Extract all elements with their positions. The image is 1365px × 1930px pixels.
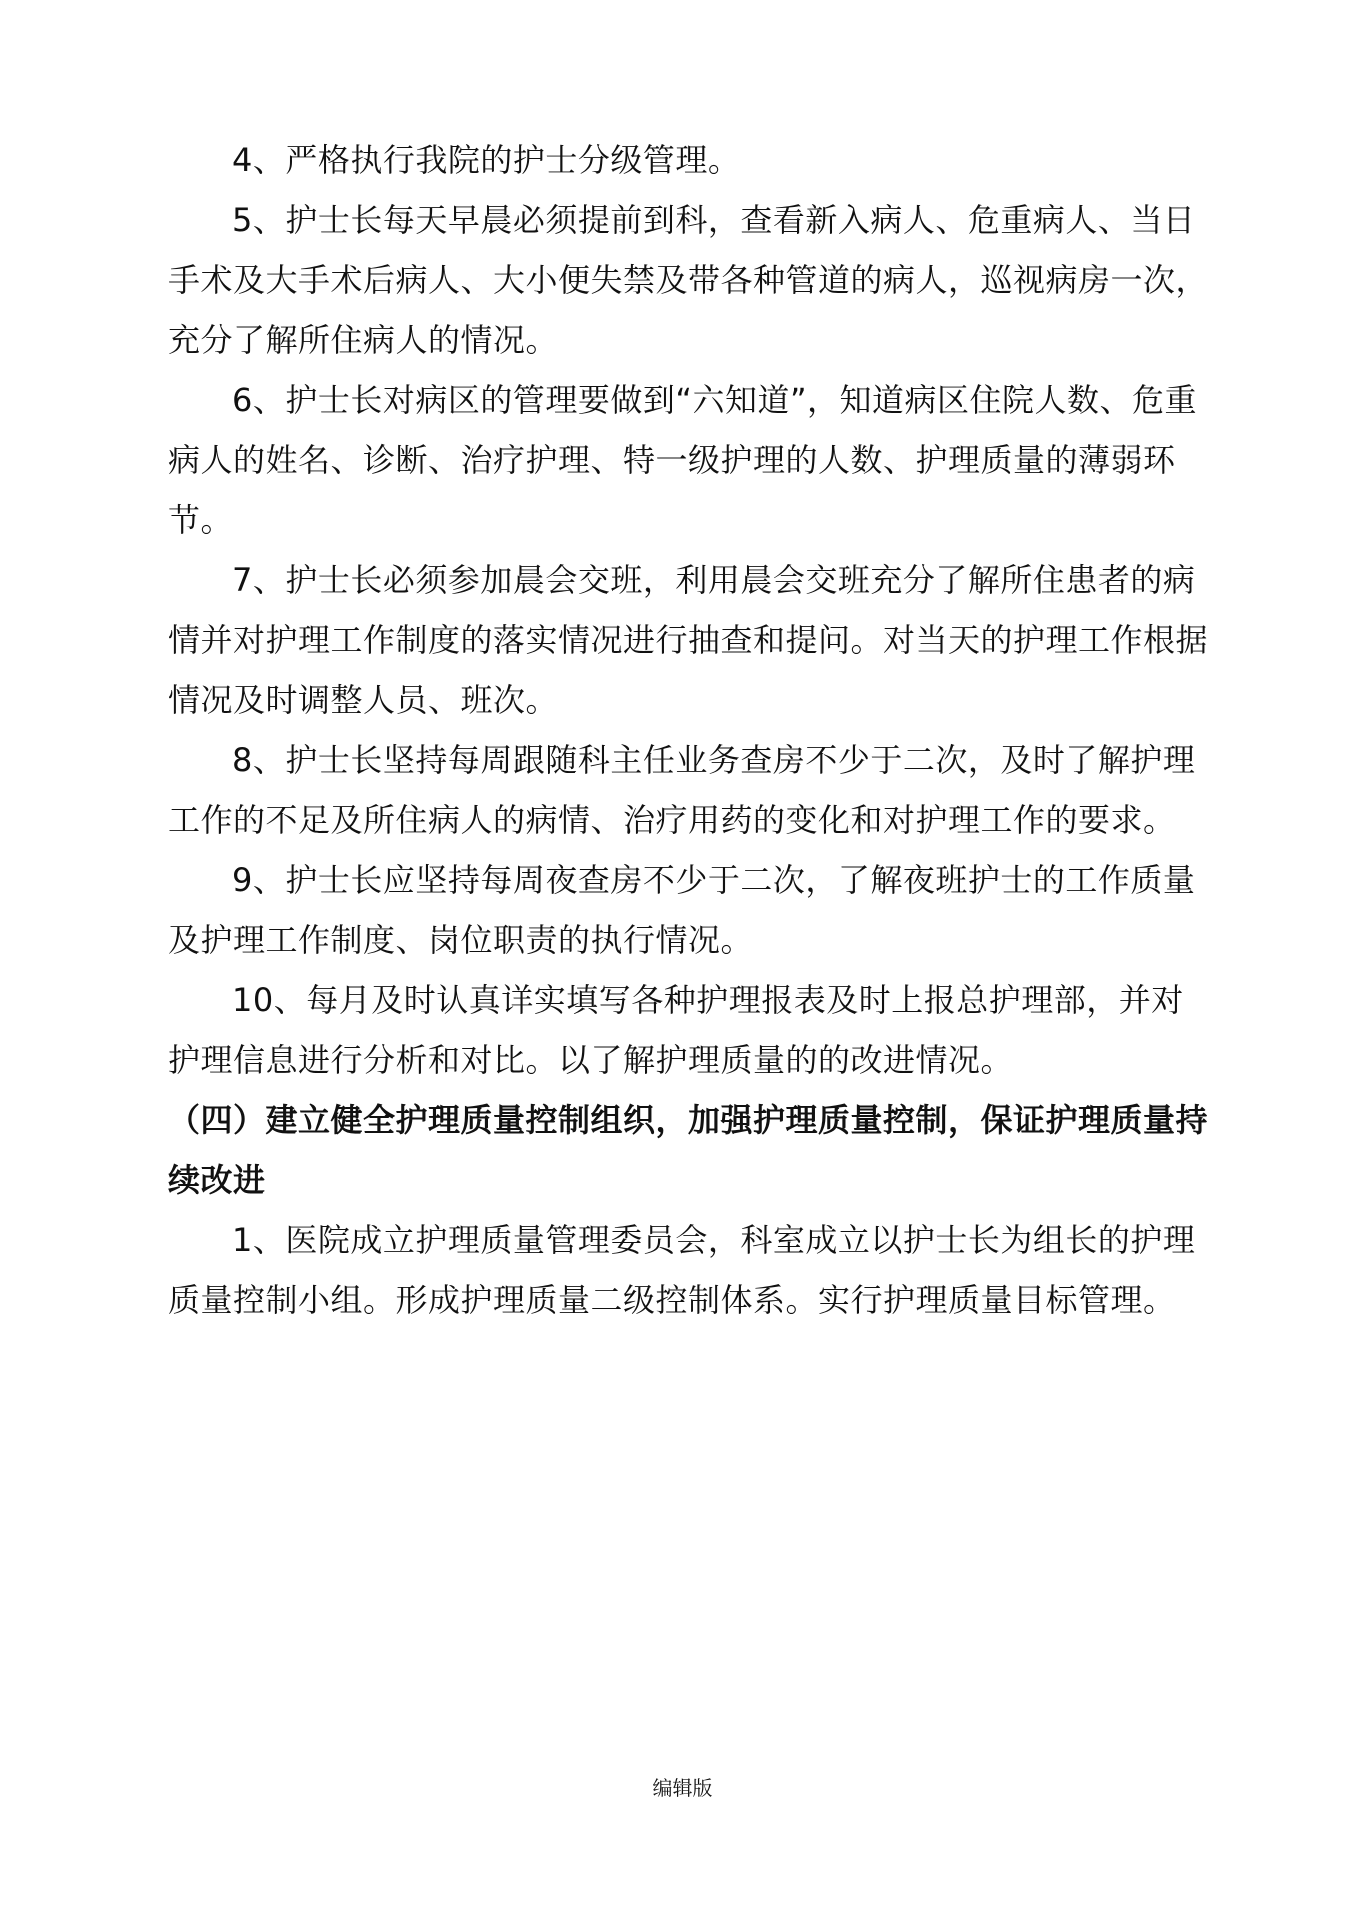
- paragraph-item-7: 7、护士长必须参加晨会交班，利用晨会交班充分了解所住患者的病情并对护理工作制度的落实情况进行抽查和提问。对当天的护理工作根据情况及时调整人员、班次。: [168, 561, 1209, 719]
- document-body: [168, 130, 1208, 1330]
- paragraph-item-6: 6、护士长对病区的管理要做到“六知道”，知道病区住院人数、危重病人的姓名、诊断、治疗护理、特一级护理的人数、护理质量的薄弱环节。: [168, 381, 1198, 539]
- paragraph-item-4: 4、严格执行我院的护士分级管理。: [232, 141, 741, 179]
- paragraph-item-10: 10、每月及时认真详实填写各种护理报表及时上报总护理部，并对护理信息进行分析和对比。以了解护理质量的的改进情况。: [168, 981, 1184, 1079]
- paragraph-item-5: 5、护士长每天早晨必须提前到科，查看新入病人、危重病人、当日手术及大手术后病人、大小便失禁及带各种管道的病人，巡视病房一次，充分了解所住病人的情况。: [168, 201, 1209, 359]
- paragraph-item-8: 8、护士长坚持每周跟随科主任业务查房不少于二次，及时了解护理工作的不足及所住病人的病情、治疗用药的变化和对护理工作的要求。: [168, 741, 1196, 839]
- paragraph-item-9: 9、护士长应坚持每周夜查房不少于二次，了解夜班护士的工作质量及护理工作制度、岗位职责的执行情况。: [168, 861, 1196, 959]
- section-heading: （四）建立健全护理质量控制组织，加强护理质量控制，保证护理质量持续改进: [168, 1101, 1209, 1199]
- page-footer: 编辑版: [652, 1776, 713, 1800]
- paragraph-item-1: 1、医院成立护理质量管理委员会，科室成立以护士长为组长的护理质量控制小组。形成护理质量二级控制体系。实行护理质量目标管理。: [168, 1221, 1196, 1319]
